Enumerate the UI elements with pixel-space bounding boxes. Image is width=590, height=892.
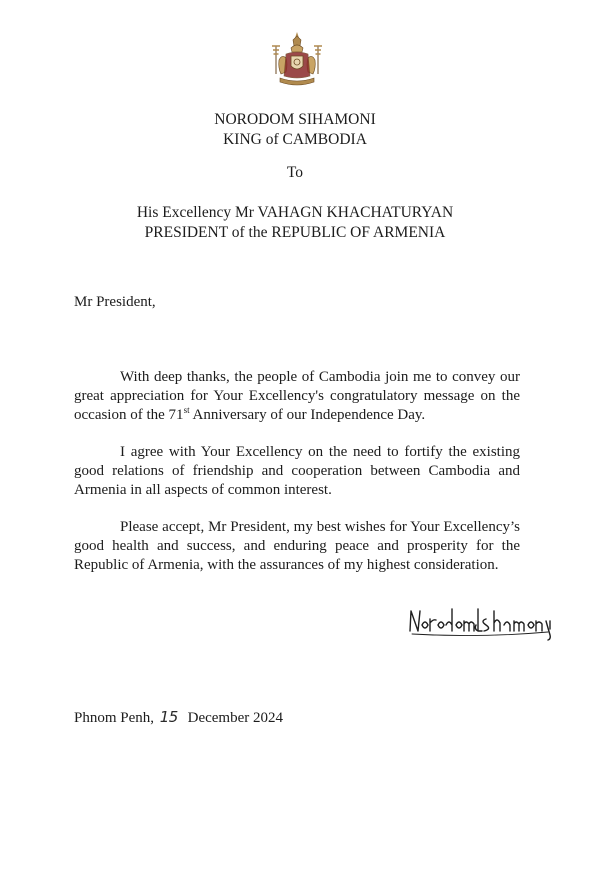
paragraph-line: I agree with Your Excellency on the need to fortify the existing bbox=[120, 444, 520, 460]
handwritten-signature bbox=[404, 601, 554, 641]
paragraph-line: great appreciation for Your Excellency's congratulatory message on the bbox=[74, 388, 520, 404]
paragraph-2 bbox=[74, 443, 520, 500]
handwritten-day: 15 bbox=[159, 708, 178, 726]
recipient-block bbox=[0, 203, 590, 243]
recipient-title: PRESIDENT of the REPUBLIC OF ARMENIA bbox=[144, 224, 446, 241]
paragraph-line: Please accept, Mr President, my best wishes for Your Excellency’s bbox=[120, 519, 520, 535]
paragraph-line: With deep thanks, the people of Cambodia join me to convey our bbox=[120, 369, 520, 385]
month-year-text: December 2024 bbox=[187, 710, 283, 726]
recipient-name: His Excellency Mr VAHAGN KHACHATURYAN bbox=[136, 204, 454, 221]
to-label: To bbox=[286, 164, 304, 181]
place-text: Phnom Penh, bbox=[74, 710, 155, 726]
paragraph-1 bbox=[74, 368, 520, 425]
anniversary-tail: Anniversary of our Independence Day. bbox=[189, 407, 426, 423]
paragraph-line: Republic of Armenia, with the assurances of my highest consideration. bbox=[74, 557, 499, 573]
royal-coat-of-arms-icon bbox=[266, 30, 328, 92]
paragraph-line bbox=[74, 406, 520, 425]
paragraph-line: good health and success, and enduring peace and prosperity for the bbox=[74, 538, 520, 554]
anniversary-text: occasion of the 71 bbox=[74, 407, 184, 423]
letterhead bbox=[0, 110, 590, 150]
paragraph-line: good relations of friendship and cooperation between Cambodia and bbox=[74, 463, 520, 479]
letter-body bbox=[74, 368, 520, 593]
salutation: Mr President, bbox=[74, 294, 156, 310]
date-line bbox=[74, 708, 283, 727]
paragraph-line: Armenia in all aspects of common interest. bbox=[74, 482, 332, 498]
sender-name: NORODOM SIHAMONI bbox=[214, 111, 376, 128]
sender-title: KING of CAMBODIA bbox=[223, 131, 367, 148]
ordinal-suffix: st bbox=[183, 405, 190, 415]
paragraph-3 bbox=[74, 518, 520, 575]
